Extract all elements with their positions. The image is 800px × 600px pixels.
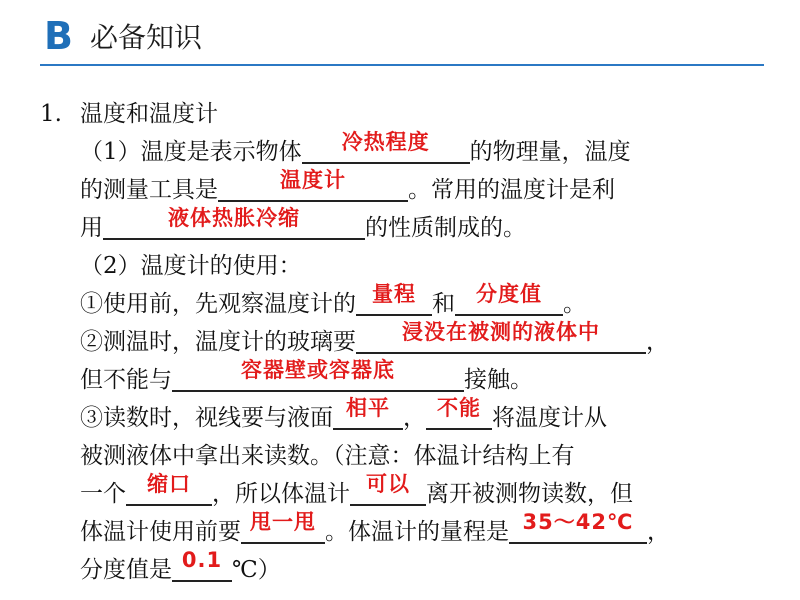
answer-blank bbox=[241, 510, 325, 544]
text-line-8 bbox=[80, 396, 607, 436]
answer-text: 液体热胀冷缩 bbox=[168, 206, 300, 230]
line-text: ℃） bbox=[232, 557, 281, 583]
line-text: 离开被测物读数，但 bbox=[426, 481, 633, 507]
line-text: 的测量工具是 bbox=[80, 177, 218, 203]
text-line-5 bbox=[80, 282, 586, 322]
header-divider bbox=[40, 64, 764, 66]
section-letter: B bbox=[44, 14, 73, 58]
line-text: 被测液体中拿出来读数。（注意：体温计结构上有 bbox=[80, 443, 575, 469]
line-text: 但不能与 bbox=[80, 367, 172, 393]
answer-text: 分度值 bbox=[476, 282, 542, 306]
line-text: 一个 bbox=[80, 481, 126, 507]
answer-blank bbox=[509, 510, 647, 544]
answer-text: 甩一甩 bbox=[250, 510, 316, 534]
line-text: 和 bbox=[432, 291, 455, 317]
line-text: 。常用的温度计是利 bbox=[408, 177, 615, 203]
answer-text: 冷热程度 bbox=[341, 130, 430, 154]
line-text: （1）温度是表示物体 bbox=[80, 139, 302, 165]
answer-blank bbox=[350, 472, 426, 506]
answer-text: 35～42℃ bbox=[522, 510, 634, 534]
answer-text: 0.1 bbox=[181, 548, 223, 572]
text-line-1 bbox=[80, 130, 631, 170]
answer-blank bbox=[426, 396, 492, 430]
line-text: 的性质制成的。 bbox=[365, 215, 526, 241]
section-title: 温度和温度计 bbox=[80, 101, 218, 127]
answer-text: 温度计 bbox=[280, 168, 346, 192]
answer-blank bbox=[356, 320, 646, 354]
text-line-2 bbox=[80, 168, 615, 208]
text-line-4 bbox=[80, 248, 302, 284]
text-line-11 bbox=[80, 510, 670, 550]
answer-blank bbox=[218, 168, 408, 202]
line-text: ， bbox=[646, 329, 669, 355]
section-number: 1. bbox=[40, 101, 62, 127]
answer-text: 不能 bbox=[437, 396, 481, 420]
answer-text: 量程 bbox=[372, 282, 416, 306]
answer-text: 容器壁或容器底 bbox=[241, 358, 395, 382]
answer-blank bbox=[333, 396, 403, 430]
text-line-7 bbox=[80, 358, 533, 398]
answer-blank bbox=[172, 548, 232, 582]
answer-text: 浸没在被测的液体中 bbox=[402, 320, 600, 344]
answer-text: 缩口 bbox=[147, 472, 191, 496]
line-text: 接触。 bbox=[464, 367, 533, 393]
answer-blank bbox=[103, 206, 365, 240]
answer-text: 可以 bbox=[366, 472, 410, 496]
line-text: ，所以体温计 bbox=[212, 481, 350, 507]
line-text: ③读数时，视线要与液面 bbox=[80, 405, 333, 431]
page-title: 必备知识 bbox=[90, 21, 203, 54]
line-text: 分度值是 bbox=[80, 557, 172, 583]
line-text: ， bbox=[647, 519, 670, 545]
answer-blank bbox=[455, 282, 563, 316]
text-line-3 bbox=[80, 206, 526, 246]
answer-blank bbox=[126, 472, 212, 506]
line-text: 体温计使用前要 bbox=[80, 519, 241, 545]
answer-text: 相平 bbox=[346, 396, 390, 420]
line-text: 。 bbox=[563, 291, 586, 317]
line-text: 。体温计的量程是 bbox=[325, 519, 509, 545]
text-line-10 bbox=[80, 472, 633, 512]
answer-blank bbox=[172, 358, 464, 392]
text-line-12 bbox=[80, 548, 281, 588]
section-heading bbox=[40, 96, 218, 132]
line-text: ②测温时，温度计的玻璃要 bbox=[80, 329, 356, 355]
line-text: 的物理量，温度 bbox=[469, 139, 631, 165]
line-text: 将温度计从 bbox=[492, 405, 607, 431]
answer-blank bbox=[356, 282, 432, 316]
text-line-9 bbox=[80, 438, 575, 474]
slide-header bbox=[0, 0, 800, 80]
line-text: 用 bbox=[80, 215, 103, 241]
line-text: （2）温度计的使用： bbox=[80, 253, 302, 279]
text-line-6 bbox=[80, 320, 669, 360]
line-text: ①使用前，先观察温度计的 bbox=[80, 291, 356, 317]
answer-blank bbox=[302, 130, 470, 164]
line-text: ， bbox=[403, 405, 426, 431]
